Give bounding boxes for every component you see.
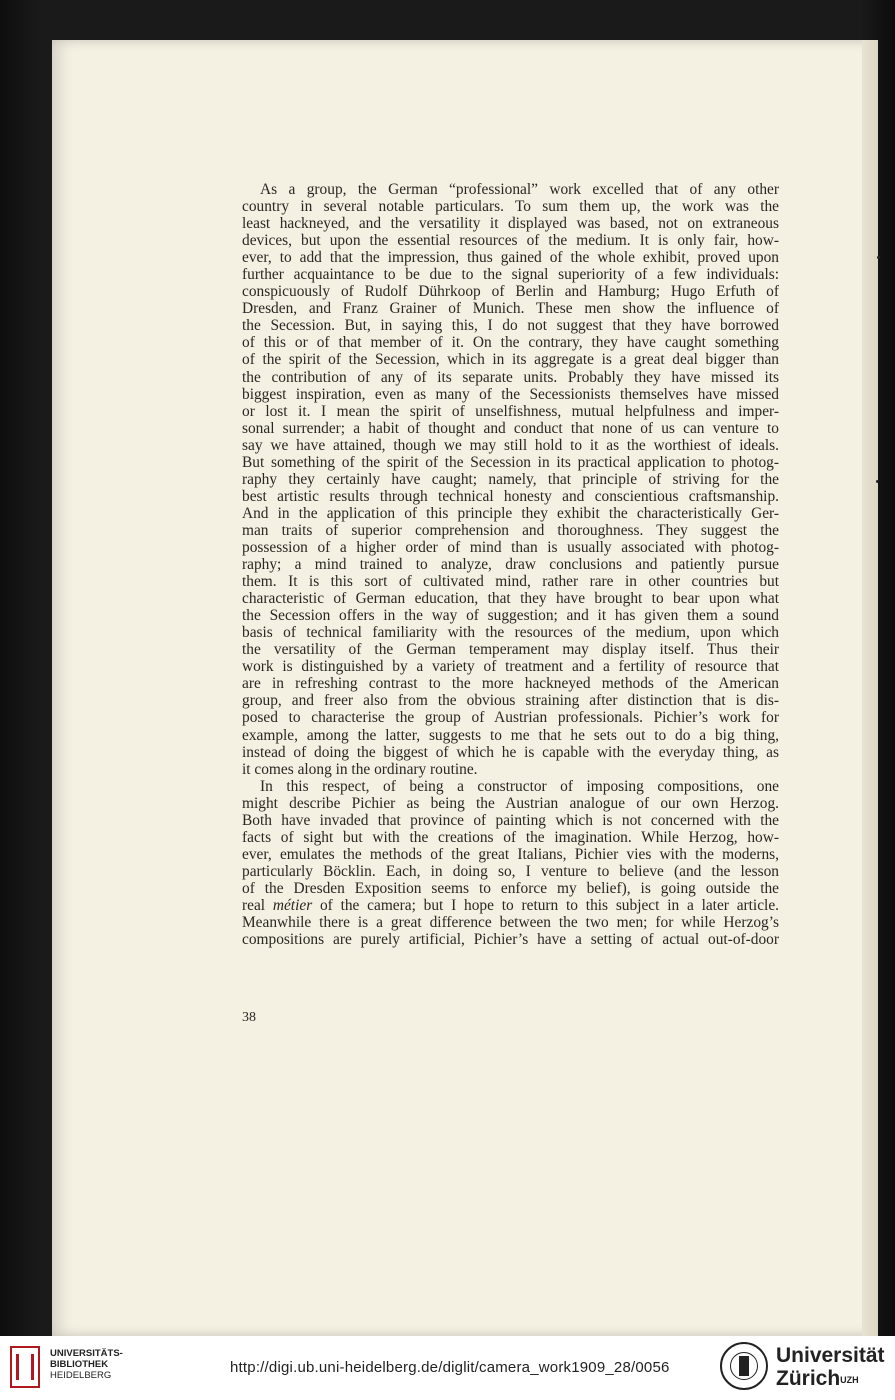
page-url[interactable]: http://digi.ub.uni-heidelberg.de/diglit/camera_work1909_28/0056 — [230, 1359, 670, 1376]
text-line: further acquaintance to be due to the signal superiority of a few individuals: — [242, 266, 779, 284]
text-line: the contribution of any of its separate units. Probably they have missed its — [242, 368, 779, 386]
text-line: the Secession. But, in saying this, I do not suggest that they have borrowed — [242, 317, 779, 335]
uzh-sup: UZH — [840, 1375, 859, 1385]
text-line: the versatility of the German temperament may display itself. Thus their — [242, 641, 779, 659]
text-line: or lost it. I mean the spirit of unselfishness, mutual helpfulness and imper- — [242, 402, 779, 420]
text-fragment: of the camera; but I hope to return to this subject in a later article. — [312, 896, 779, 914]
uzh-name[interactable] — [776, 1344, 885, 1390]
text-line: Both have invaded that province of painting which is not concerned with the — [242, 811, 779, 829]
page-number: 38 — [242, 1010, 256, 1025]
paragraph-2 — [242, 778, 779, 948]
text-line: basis of technical familiarity with the resources of the medium, upon which — [242, 624, 779, 642]
footer-bar — [0, 1336, 895, 1400]
library-logo-icon[interactable] — [10, 1346, 40, 1388]
text-line: Dresden, and Franz Grainer of Munich. These men show the influence of — [242, 300, 779, 318]
text-line: are in refreshing contrast to the more hackneyed methods of the American — [242, 675, 779, 693]
text-line: ever, to add that the impression, thus gained of the whole exhibit, proved upon — [242, 249, 779, 267]
text-line: devices, but upon the essential resources of the medium. It is only fair, how- — [242, 232, 779, 250]
text-line: of the spirit of the Secession, which in its aggregate is a great deal bigger than — [242, 351, 779, 369]
text-line: conspicuously of Rudolf Dührkoop of Berlin and Hamburg; Hugo Erfuth of — [242, 283, 779, 301]
text-line: compositions are purely artificial, Pichier’s have a setting of actual out-of-door — [242, 931, 779, 949]
text-line: might describe Pichier as being the Austrian analogue of our own Herzog. — [242, 794, 779, 812]
uzh-name-line2: Zürich$^{UZH}$ — [776, 1367, 859, 1390]
text-line: country in several notable particulars. To sum them up, the work was the — [242, 198, 779, 216]
margin-mark — [877, 256, 880, 259]
text-line: As a group, the German “professional” work excelled that of any other — [260, 181, 779, 198]
page-edge — [862, 40, 878, 1336]
text-fragment: real — [242, 896, 273, 914]
italic-word: métier — [272, 896, 313, 914]
text-line: say we have attained, though we may still hold to it as the worthiest of ideals. — [242, 436, 779, 454]
text-line: possession of a higher order of mind than is usually associated with photog- — [242, 538, 779, 556]
body-text — [242, 181, 779, 948]
library-name[interactable] — [50, 1348, 123, 1381]
text-line: raphy they certainly have caught; namely, that principle of striving for the — [242, 470, 779, 488]
text-line: biggest inspiration, even as many of the Secessionists themselves have missed — [242, 385, 779, 403]
text-line: facts of sight but with the creations of the imagination. While Herzog, how- — [242, 828, 779, 846]
text-line: the Secession offers in the way of suggestion; and it has given them a sound — [242, 607, 779, 625]
text-line: of this or of that member of it. On the contrary, they have caught something — [242, 334, 779, 352]
text-line: work is distinguished by a variety of treatment and a fertility of resource that — [242, 658, 779, 676]
text-line: In this respect, of being a constructor of imposing compositions, one — [260, 777, 779, 795]
text-line: And in the application of this principle they exhibit the characteristically Ger- — [242, 504, 779, 522]
text-line: it comes along in the ordinary routine. — [242, 760, 478, 778]
library-name-line1: UNIVERSITÄTS- — [50, 1348, 123, 1359]
text-line: Meanwhile there is a great difference between the two men; for while Herzog’s — [242, 914, 779, 932]
uzh-name-line1: Universität — [776, 1344, 885, 1367]
text-line: ever, emulates the methods of the great Italians, Pichier vies with the moderns, — [242, 845, 779, 863]
text-line: particularly Böcklin. Each, in doing so, I venture to believe (and the lesson — [242, 862, 779, 880]
library-name-line3: HEIDELBERG — [50, 1370, 112, 1381]
text-line: group, and freer also from the obvious straining after distinction that is dis- — [242, 692, 779, 710]
text-line: best artistic results through technical honesty and conscientious craftsmanship. — [242, 487, 779, 505]
text-line: them. It is this sort of cultivated mind, rather rare in other countries but — [242, 573, 779, 591]
text-line: least hackneyed, and the versatility it displayed was based, not on extraneous — [242, 215, 779, 233]
text-line: But something of the spirit of the Secession in its practical application to photog- — [242, 453, 779, 471]
uzh-seal-icon[interactable] — [720, 1342, 768, 1390]
text-line: sonal surrender; a habit of thought and conduct that none of us can venture to — [242, 419, 779, 437]
text-line: raphy; a mind trained to analyze, draw conclusions and patiently pursue — [242, 556, 779, 574]
text-line — [242, 897, 779, 914]
text-line: instead of doing the biggest of which he is capable with the everyday thing, as — [242, 743, 779, 761]
paragraph-1 — [242, 181, 779, 778]
text-line: of the Dresden Exposition seems to enforce my belief), is going outside the — [242, 879, 779, 897]
text-line: posed to characterise the group of Austrian professionals. Pichier’s work for — [242, 709, 779, 727]
text-line: example, among the latter, suggests to me that he sets out to do a big thing, — [242, 726, 779, 744]
library-name-line2: BIBLIOTHEK — [50, 1359, 109, 1370]
text-line: characteristic of German education, that they have brought to bear upon what — [242, 590, 779, 608]
margin-mark — [876, 480, 879, 483]
text-line: man traits of superior comprehension and thoroughness. They suggest the — [242, 521, 779, 539]
